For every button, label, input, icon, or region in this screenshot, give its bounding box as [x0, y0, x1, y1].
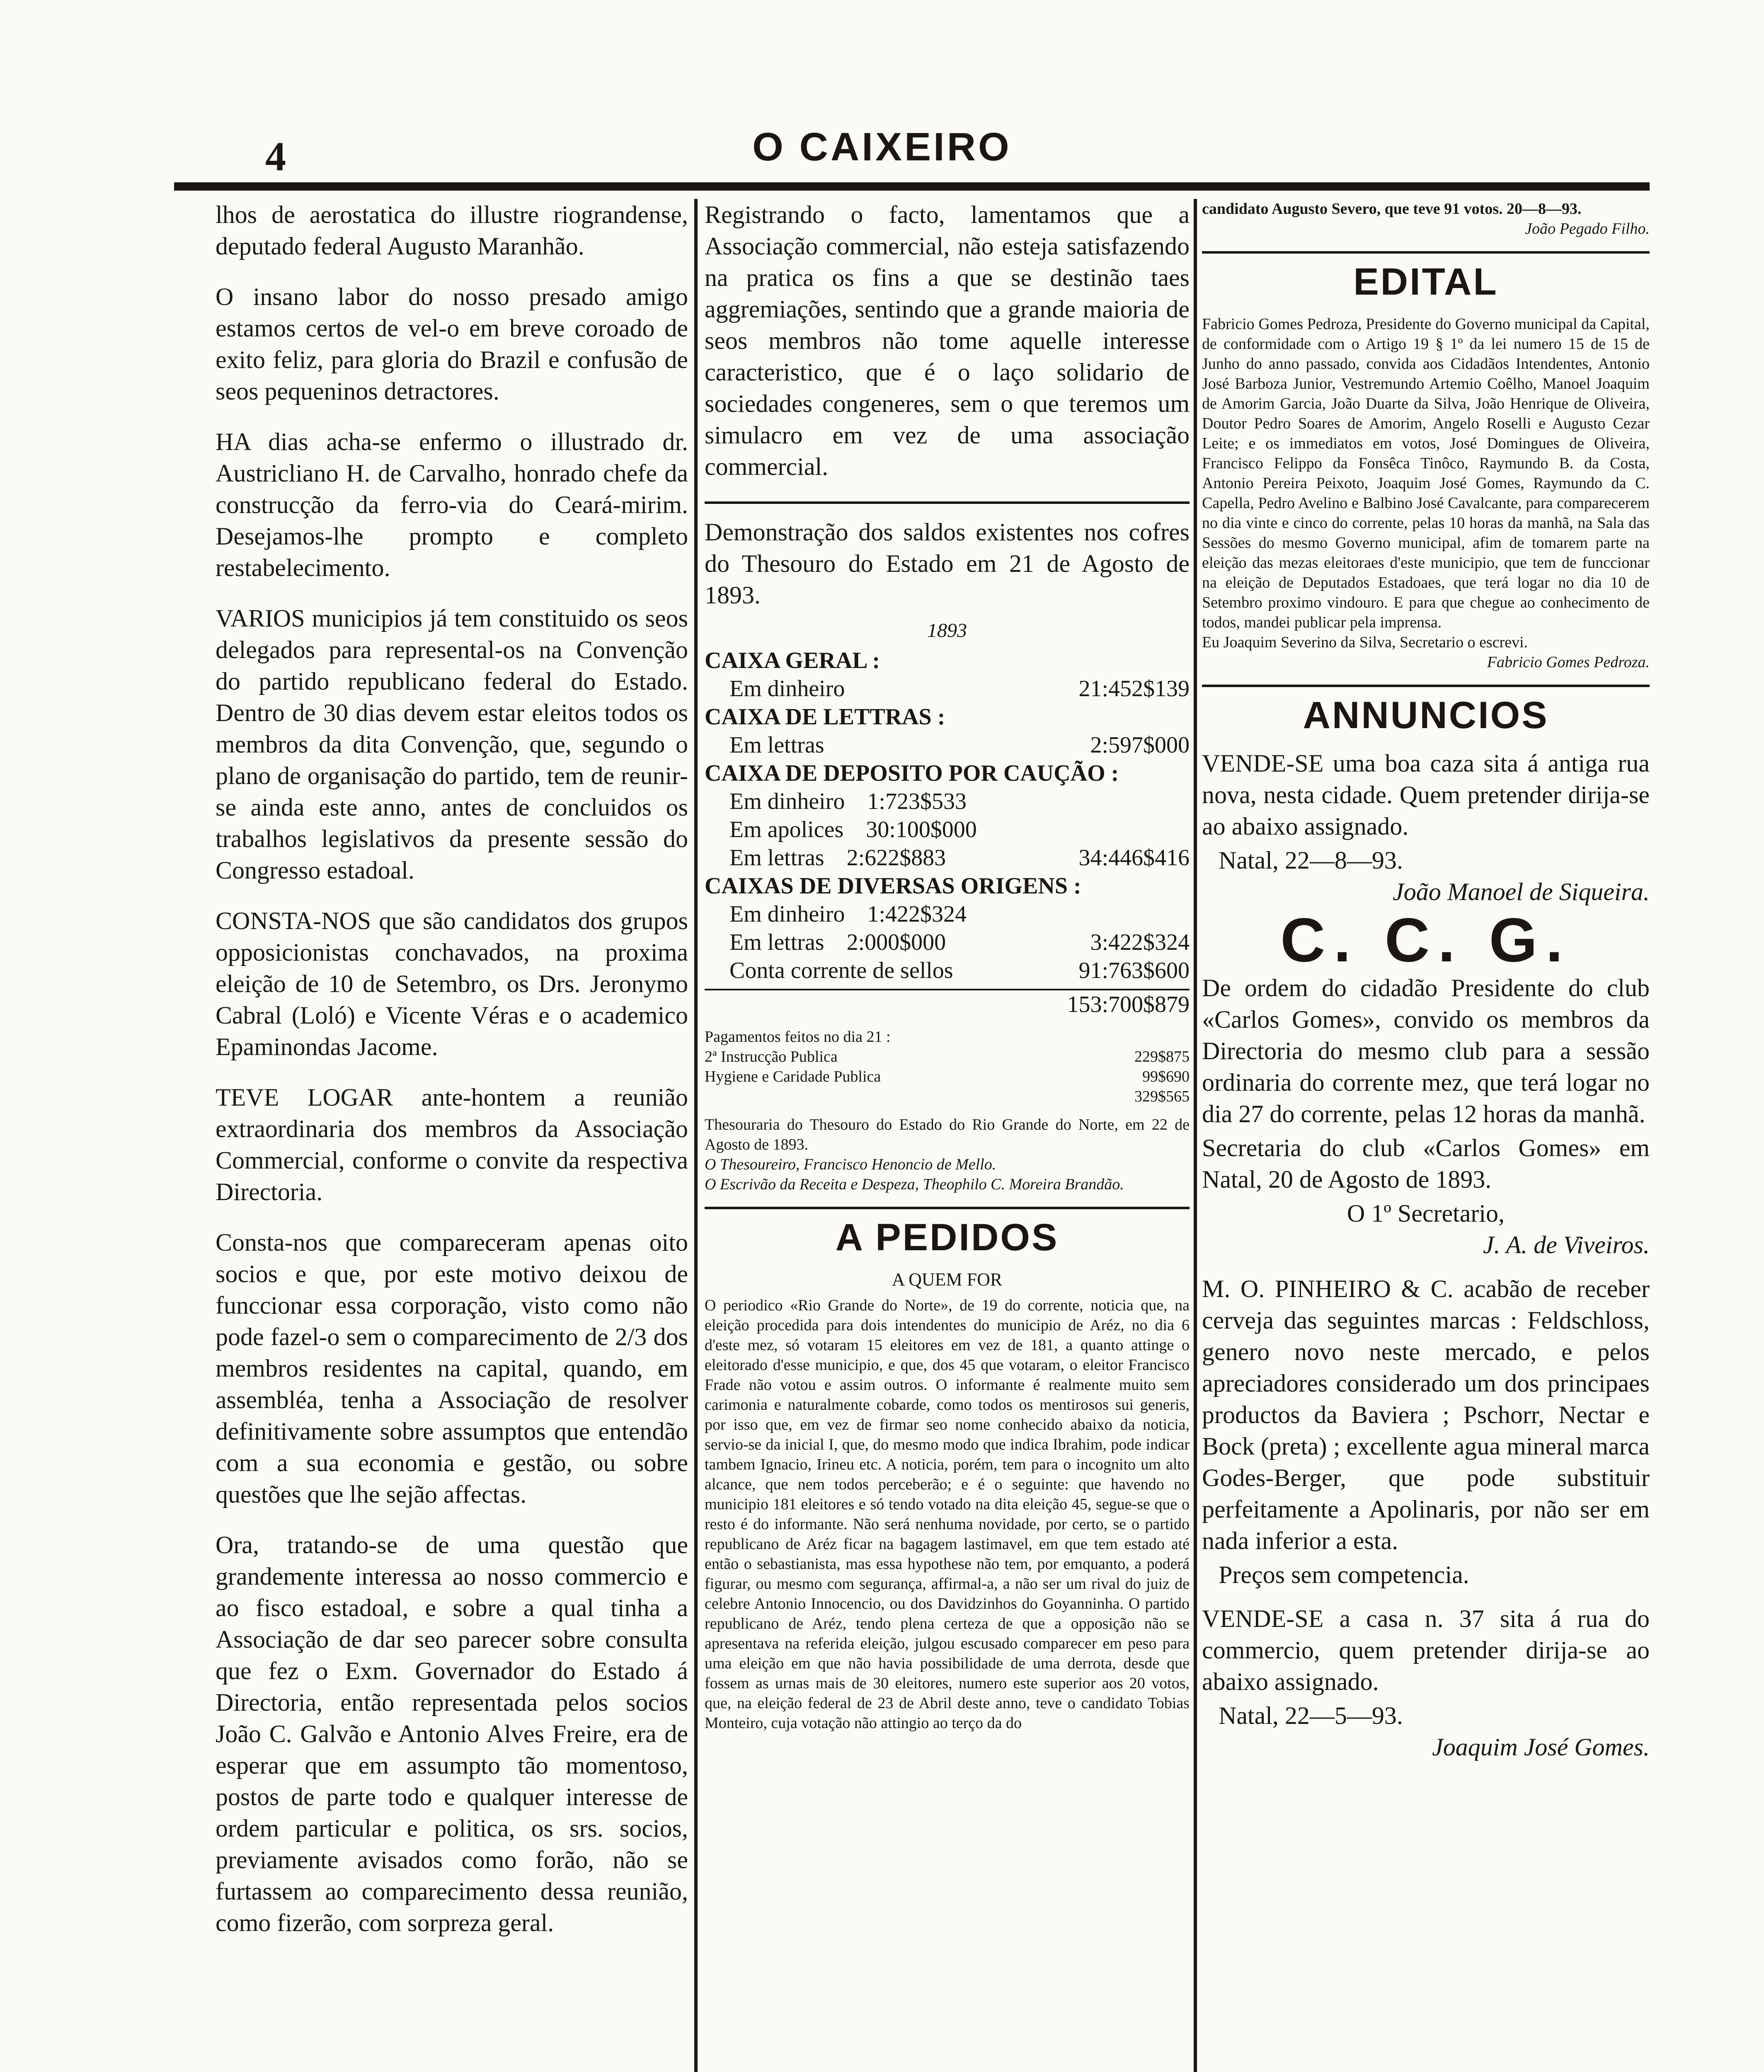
ad-vende-casa: VENDE-SE a casa n. 37 sita á rua do commercio, quem pretender dirija-se ao abaixo assignado. — [1202, 1605, 1650, 1695]
saldos-year: 1893 — [927, 620, 967, 641]
column-divider-left — [694, 199, 698, 2072]
ledger-row: Em dinheiro 1:723$533 — [729, 789, 967, 814]
pagamento-row: 2ª Instrucção Publica 229$875 — [705, 1048, 1190, 1065]
article-labor: O insano labor do nosso presado amigo estamos certos de vel-o em breve coroado de exito feliz, para gloria do Brazil e confusão de seos pequeninos detractores. — [216, 283, 688, 405]
edital-signature: Fabricio Gomes Pedroza. — [1487, 654, 1650, 671]
ad-pinheiro: M. O. PINHEIRO & C. acabão de receber cerveja das seguintes marcas : Feldschloss, genero novo neste mercado, e pelos apreciadores considerado um dos principaes productos da Baviera ; Pschorr, Nectar e Bock (preta) ; excellente agua mineral marca Godes-Berger, que pode substituir perfeitamente a Apolinaris, por não ser em nada inferior a esta. — [1202, 1275, 1650, 1554]
ad-date: Natal, 22—5—93. — [1219, 1702, 1403, 1729]
section-apedidos: A PEDIDOS — [835, 1216, 1059, 1259]
edital-escrevi: Eu Joaquim Severino da Silva, Secretario o escrevi. — [1202, 634, 1528, 651]
ad-signature: Joaquim José Gomes. — [1432, 1733, 1650, 1761]
ledger-row: Em lettras 2:000$000 3:422$324 — [729, 929, 1190, 955]
ledger-heading: CAIXA GERAL : — [705, 648, 880, 673]
section-annuncios: ANNUNCIOS — [1303, 694, 1549, 736]
column-2 — [705, 199, 1190, 1733]
article-questao: Ora, tratando-se de uma questão que grandemente interessa ao nosso commercio e ao fisco estadoal, e sobre a qual tinha a Associação de dar seo parecer sobre consulta que fez o Exm. Governador do Estado á Directoria, então representada pelos socios João C. Galvão e Antonio Alves Freire, era de esperar que em assumpto tão momentoso, postos de parte todo e qualquer interesse de ordem particular e politica, os srs. socios, previamente avisados como forão, não se furtassem ao comparecimento dessa reunião, como fizerão, com sorpreza geral. — [216, 1531, 688, 1936]
article-enfermo: HA dias acha-se enfermo o illustrado dr. Austricliano H. de Carvalho, honrado chefe da construcção da ferro-via do Ceará-mirim. Desejamos-lhe prompto e completo restabelecimento. — [216, 428, 688, 581]
edital-text: Fabricio Gomes Pedroza, Presidente do Governo municipal da Capital, de conformidade com o Artigo 19 § 1º da lei numero 15 de 15 de Junho do anno passado, convida aos Cidadãos Intendentes, Antonio José Barboza Junior, Vestremundo Artemio Coêlho, Manoel Joaquim de Amorim Garcia, João Duarte da Silva, João Henrique de Oliveira, Doutor Pedro Soares de Amorim, Angelo Roselli e Augusto Cezar Leite; e os immediatos em votos, José Domingues de Oliveira, Francisco Felippo da Fonsêca Tinôco, Raymundo B. da Costa, Antonio Pereira Peixoto, Joaquim José Gomes, Raymundo da C. Capella, Pedro Avelino e Balbino José Cavalcante, para comparecerem no dia vinte e cinco do corrente, pelas 10 horas da manhã, na Sala das Sessões do mesmo Governo municipal, afim de tomarem parte na eleição das mezas eleitoraes d'este municipio, que tem de funccionar na eleição de Deputados Estadoaes, que terá logar no dia 10 de Setembro proximo vindouro. E para que chegue ao conhecimento de todos, mandei publicar pela imprensa. — [1202, 315, 1650, 631]
saldos-title: Demonstração dos saldos existentes nos cofres do Thesouro do Estado em 21 de Agosto de 1893. — [705, 518, 1190, 609]
header-rule — [174, 182, 1650, 191]
divider — [705, 1207, 1190, 1209]
ad-club-place: Secretaria do club «Carlos Gomes» em Natal, 20 de Agosto de 1893. — [1202, 1134, 1650, 1193]
page-number: 4 — [265, 133, 286, 179]
divider — [1202, 685, 1650, 687]
ledger-heading: CAIXAS DE DIVERSAS ORIGENS : — [705, 873, 1081, 899]
pagamento-row: Hygiene e Caridade Publica 99$690 — [705, 1068, 1190, 1085]
newspaper-title: O CAIXEIRO — [752, 125, 1012, 169]
ledger-row: Em lettras 2:597$000 — [729, 732, 1190, 758]
ledger-row: Em dinheiro 21:452$139 — [729, 676, 1190, 702]
club-emblem: C. C. G. — [1280, 905, 1571, 975]
a-quem-for: A QUEM FOR — [892, 1269, 1003, 1290]
article-municipios: VARIOS municipios já tem constituido os seos delegados para represental-os na Convenção do partido republicano federal do Estado. Dentro de 30 dias devem estar eleitos todos os membros da dita Convenção, que, segundo o plano de organisação do partido, tem de reunir-se ainda este anno, antes de concluidos os trabalhos legislativos da presente sessão do Congresso estadoal. — [216, 605, 688, 884]
ad-date: Natal, 22—8—93. — [1219, 847, 1403, 874]
ad-club-carlos-gomes: De ordem do cidadão Presidente do club «Carlos Gomes», convido os membros da Directoria do mesmo club para a sessão ordinaria do corrente mez, que terá logar no dia 27 do corrente, pelas 12 horas da manhã. — [1202, 974, 1650, 1128]
section-edital: EDITAL — [1353, 261, 1498, 303]
top-notice: candidato Augusto Severo, que teve 91 votos. 20—8—93. — [1202, 200, 1582, 218]
divider — [1202, 251, 1650, 254]
ad-vende-caza: VENDE-SE uma boa caza sita á antiga rua nova, nesta cidade. Quem pretender dirija-se ao abaixo assignado. — [1202, 750, 1650, 840]
thes-note: Thesouraria do Thesouro do Estado do Rio Grande do Norte, em 22 de Agosto de 1893. — [705, 1116, 1190, 1153]
ad-pinheiro-price: Preços sem competencia. — [1219, 1561, 1469, 1588]
ledger-heading: CAIXA DE LETTRAS : — [705, 704, 945, 730]
signature: João Pegado Filho. — [1525, 220, 1650, 237]
ledger-row: Conta corrente de sellos 91:763$600 — [729, 958, 1190, 983]
article-aerostatica: lhos de aerostatica do illustre riograndense, deputado federal Augusto Maranhão. — [216, 201, 688, 260]
article-registrando: Registrando o facto, lamentamos que a Associação commercial, não esteja satisfazendo na pratica os fins a que se destinão taes aggremiações, sentindo que a grande maioria de seos membros não tome aquelle interesse caracteristico, que é o laço solidario de sociedades congeneres, sem o que teremos um simulacro em vez de uma associação commercial. — [705, 201, 1190, 480]
ledger-row: Em dinheiro 1:422$324 — [729, 901, 967, 927]
ledger-row: Em lettras 2:622$883 34:446$416 — [729, 845, 1190, 871]
thes-signature: O Escrivão da Receita e Despeza, Theophilo C. Moreira Brandão. — [705, 1176, 1124, 1193]
thesouraria-note — [705, 1115, 1190, 1194]
pagamento-total: 329$565 — [1134, 1088, 1190, 1105]
apedidos-text: O periodico «Rio Grande do Norte», de 19 do corrente, noticia que, na eleição procedida para dois intendentes do municipio de Aréz, no dia 6 d'este mez, só votaram 15 eleitores em vez de 181, a quanto attinge o eleitorado d'esse municipio, e que, dos 45 que votaram, o eleitor Francisco Frade não votou e assim outros. O informante é realmente muito sem carimonia e naturalmente cobarde, como todos os mentirosos sui generis, por isso que, em vez de firmar seo nome conhecido abaixo da noticia, servio-se da inicial I, que, do mesmo modo que indica Ibrahim, pode indicar tambem Ignacio, Irineu etc. A noticia, porém, tem para o incognito um alto alcance, que nem todos perceberão; e é o seguinte: que havendo no municipio 181 eleitores e só tendo votado na dita eleição 45, segue-se que o resto é do informante. Não será nenhuma novidade, por certo, se o partido republicano de Aréz ficar na bagagem lastimavel, em que tem estado até então o sebastianista, mas essa hypothese não tem, por emquanto, a poderá figurar, ou mesmo com segurança, affirmal-a, a não ser um rival do juiz de celebre Antonio Innocencio, ou dos Davidzinhos do Goyanninha. O partido republicano de Aréz, tendo plena certeza de que a opposição não se apresentava na referida eleição, julgou escusado comparecer em peso para uma eleição em que não havia possibilidade de uma derrota, desde que fossem as urnas mais de 30 eleitores, numero este superior aos 20 votos, que, na eleição federal de 23 de Abril deste anno, teve o candidato Tobias Monteiro, cuja votação não attingio ao terço da do — [705, 1297, 1190, 1732]
pagamentos-title: Pagamentos feitos no dia 21 : — [705, 1028, 891, 1046]
column-1 — [216, 199, 688, 1958]
article-socios: Consta-nos que compareceram apenas oito socios e que, por este motivo deixou de funccionar essa corporação, visto como não pode fazel-o sem o comparecimento de 2/3 dos membros residentes na capital, quando, em assembléa, tenha a Associação de resolver definitivamente sobre assumptos que entendão com a sua economia e gestão, ou sobre questões que lhe sejão affectas. — [216, 1229, 688, 1508]
ledger-total: 153:700$879 — [705, 989, 1190, 1019]
article-candidatos: CONSTA-NOS que são candidatos dos grupos opposicionistas conchavados, na proxima eleição de 10 de Setembro, os Drs. Jeronymo Cabral (Loló) e Vicente Véras e o academico Epaminondas Jacome. — [216, 907, 688, 1060]
ad-club-role: O 1º Secretario, — [1347, 1200, 1505, 1227]
article-reuniao: TEVE LOGAR ante-hontem a reunião extraordinaria dos membros da Associação Commercial, conforme o convite da respectiva Directoria. — [216, 1084, 688, 1205]
ledger-heading: CAIXA DE DEPOSITO POR CAUÇÃO : — [705, 760, 1119, 786]
column-divider-right — [1194, 199, 1197, 2072]
pagamentos — [705, 1027, 1190, 1106]
ad-signature: João Manoel de Siqueira. — [1393, 878, 1650, 905]
divider — [705, 501, 1190, 504]
ledger-row: Em apolices 30:100$000 — [729, 817, 977, 842]
thes-signature: O Thesoureiro, Francisco Henoncio de Mello. — [705, 1156, 996, 1173]
column-3 — [1202, 199, 1650, 1763]
saldos-ledger — [705, 646, 1190, 1019]
ad-club-signature: J. A. de Viveiros. — [1483, 1231, 1650, 1259]
